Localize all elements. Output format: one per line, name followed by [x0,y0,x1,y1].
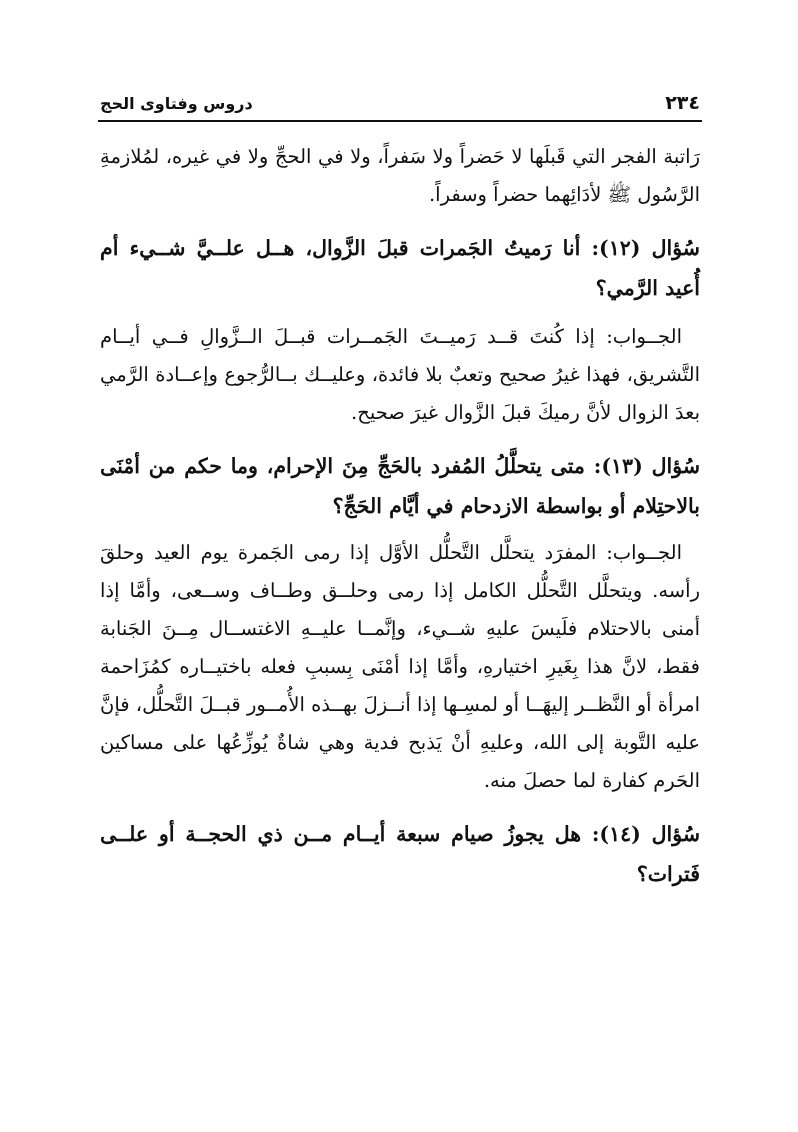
header-divider [98,120,702,122]
answer-12: الجــواب: إذا كُنتَ قــد رَميــتَ الجَمــرات قبــلَ الــزَّوالِ فــي أيــام التَّشريق، فهذا غيرُ صحيح وتعبٌ بلا فائدة، وعليــك بــالرُّجوع وإعــادة الرَّمي بعدَ الزوال لأنَّ رميكَ قبلَ الزَّوال غيرَ صحيح. [100,325,700,424]
question-14: سُؤال (١٤): هل يجوزُ صيام سبعة أيــام مــن ذي الحجــة أو علــى فَترات؟ [100,822,701,886]
page-header [100,92,700,118]
question-12: سُؤال (١٢): أنا رَميتُ الجَمرات قبلَ الزَّوال، هــل علــيَّ شــيء أم أُعيد الرَّمي؟ [100,236,700,300]
question-13: سُؤال (١٣): متى يتحلَّلُ المُفرد بالحَجِّ مِنَ الإحرام، وما حكم من أمْنَى بالاحتِلام أو بواسطة الازدحام في أيَّام الحَجِّ؟ [100,454,700,518]
answer-13: الجــواب: المفرَد يتحلَّل التَّحلُّل الأوَّل إذا رمى الجَمرة يوم العيد وحلقَ رأسه. ويتحلَّل التَّحلُّل الكامل إذا رمى وحلــق وطــاف وســعى، وأمَّا إذا أمنى بالاحتلام فلَيسَ عليهِ شــيء، وإنَّمــا عليــهِ الاغتســال مِــنَ الجَنابة فقط، لانَّ هذا بِغَيرِ اختيارهِ، وأمَّا إذا أمْنَى بِسببِ فعله باختيــاره كمُزَاحمة امرأة أو النَّظــر إليهَــا أو لمسِـها إذا أنــزلَ بهــذه الأُمــور قبــلَ التَّحلُّل، فإنَّ عليه التَّوبة إلى الله، وعليهِ أنْ يَذبح فدية وهي شاةٌ يُوزِّعُها على مساكين الحَرم كفارة لما حصلَ منه. [100,541,700,792]
page-body [100,138,700,894]
book-title: دروس وفتاوى الحج [100,94,253,113]
page-number: ٢٣٤ [665,92,700,114]
answer-continuation: رَاتبة الفجر التي قَبلَها لا حَضراً ولا سَفراً، ولا في الحجِّ ولا في غيره، لمُلازمةِ الرَّسُول ﷺ لأدَائِهما حضراً وسفراً. [100,145,700,206]
